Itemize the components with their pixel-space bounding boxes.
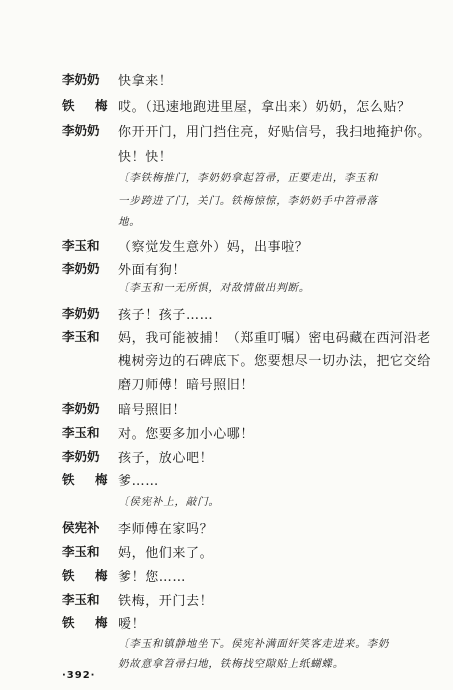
dialogue-text: 爹！您……: [118, 570, 186, 585]
stage-direction-text: 〔李玉和一无所惧，对敌情做出判断。: [118, 282, 311, 294]
speaker-name: 侯宪补: [62, 520, 100, 535]
speaker-name: 李奶奶: [62, 123, 100, 138]
page-number: ·392·: [62, 670, 96, 681]
speaker-name: 李奶奶: [62, 306, 100, 321]
stage-direction-text: 〔李玉和镇静地坐下。侯宪补满面奸笑客走进来。李奶: [118, 638, 390, 650]
stage-direction-text: 〔李铁梅推门，李奶奶拿起笤帚，正要走出，李玉和: [118, 172, 378, 184]
dialogue-text: 磨刀师傅！暗号照旧！: [118, 378, 255, 393]
speaker-name: 李奶奶: [62, 401, 100, 416]
stage-direction-text: 地。: [118, 216, 141, 228]
speaker-name: 李玉和: [62, 425, 100, 440]
speaker-name: 李玉和: [62, 329, 100, 344]
speaker-name: 铁 梅: [62, 472, 112, 487]
dialogue-text: 快！快！: [118, 150, 173, 165]
dialogue-text: 对。您要多加小心哪！: [118, 427, 255, 442]
speaker-name: 李玉和: [62, 544, 100, 559]
dialogue-text: 铁梅，开门去！: [118, 594, 214, 609]
dialogue-text: 孩子！孩子……: [118, 308, 214, 323]
dialogue-text: 槐树旁边的石碑底下。您要想尽一切办法，把它交给: [118, 354, 431, 369]
dialogue-text: 暗号照旧！: [118, 403, 187, 418]
speaker-name: 铁 梅: [62, 568, 112, 583]
dialogue-text: （察觉发生意外）妈，出事啦？: [118, 240, 309, 255]
dialogue-text: 嗳！: [118, 617, 146, 632]
stage-direction-text: 一步跨进了门，关门。铁梅惊惊，李奶奶手中笤帚落: [118, 195, 378, 207]
dialogue-text: 爹……: [118, 474, 159, 489]
dialogue-text: 哎。（迅速地跑进里屋，拿出来）奶奶，怎么贴？: [118, 100, 411, 115]
speaker-name: 李奶奶: [62, 261, 100, 276]
dialogue-text: 李师傅在家吗？: [118, 522, 214, 537]
speaker-name: 铁 梅: [62, 615, 112, 630]
dialogue-text: 孩子，放心吧！: [118, 451, 214, 466]
speaker-name: 李奶奶: [62, 72, 100, 87]
dialogue-text: 妈，我可能被捕！（郑重叮嘱）密电码藏在西河沿老: [118, 331, 431, 346]
dialogue-text: 外面有狗！: [118, 263, 187, 278]
speaker-name: 铁 梅: [62, 98, 112, 113]
speaker-name: 李玉和: [62, 238, 100, 253]
dialogue-text: 你开开门，用门挡住亮，好贴信号，我扫地掩护你。: [118, 125, 431, 140]
speaker-name: 李玉和: [62, 592, 100, 607]
stage-direction-text: 奶故意拿笤帚扫地，铁梅找空隙贴上纸蝴蝶。: [118, 658, 344, 670]
dialogue-text: 妈，他们来了。: [118, 546, 214, 561]
dialogue-text: 快拿来！: [118, 74, 173, 89]
speaker-name: 李奶奶: [62, 449, 100, 464]
stage-direction-text: 〔侯宪补上，敲门。: [118, 496, 220, 508]
